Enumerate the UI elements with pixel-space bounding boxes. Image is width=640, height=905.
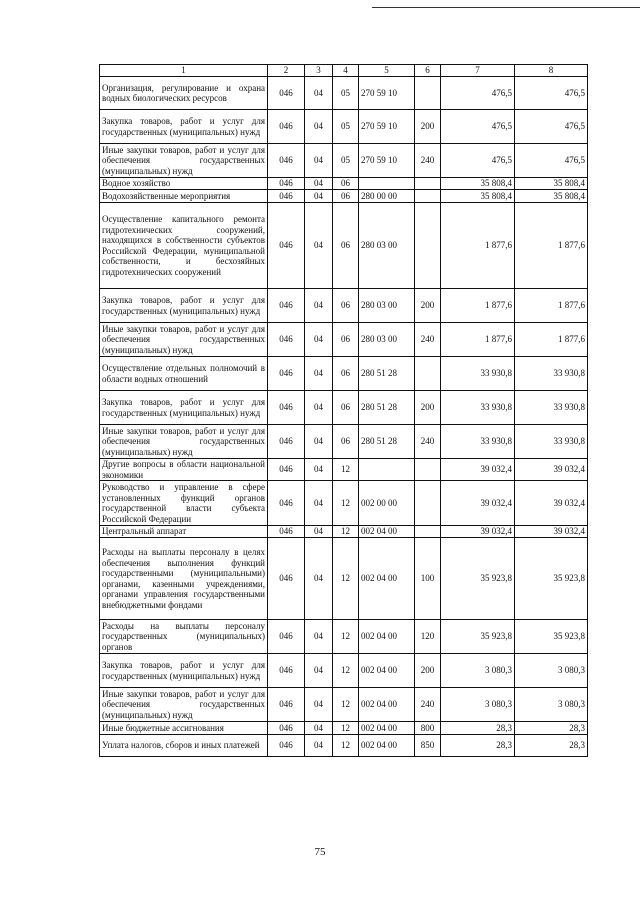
cell-name: Организация, регулирование и охрана водных биологических ресурсов <box>100 77 268 110</box>
cell-rz: 04 <box>305 391 333 425</box>
cell-name: Уплата налогов, сборов и иных платежей <box>100 735 268 757</box>
cell-ved: 046 <box>268 459 305 481</box>
cell-pr: 06 <box>333 391 359 425</box>
cell-pr: 12 <box>333 735 359 757</box>
cell-sum1: 28,3 <box>441 735 515 757</box>
cell-ved: 046 <box>268 620 305 654</box>
header-cell: 2 <box>268 65 305 77</box>
cell-sum1: 28,3 <box>441 722 515 735</box>
cell-vr: 200 <box>415 654 441 688</box>
table-row <box>100 620 588 654</box>
table-row <box>100 289 588 323</box>
cell-sum1: 3 080,3 <box>441 654 515 688</box>
cell-csr: 280 00 00 <box>359 190 415 203</box>
cell-csr: 002 04 00 <box>359 735 415 757</box>
table-body <box>100 65 588 757</box>
cell-sum2: 39 032,4 <box>515 526 588 538</box>
cell-pr: 12 <box>333 654 359 688</box>
cell-rz: 04 <box>305 722 333 735</box>
cell-csr: 002 04 00 <box>359 722 415 735</box>
cell-rz: 04 <box>305 459 333 481</box>
cell-sum1: 35 923,8 <box>441 620 515 654</box>
cell-vr: 240 <box>415 688 441 722</box>
cell-sum2: 35 808,4 <box>515 178 588 190</box>
cell-vr <box>415 190 441 203</box>
cell-sum2: 476,5 <box>515 77 588 110</box>
cell-rz: 04 <box>305 110 333 144</box>
cell-csr: 002 04 00 <box>359 620 415 654</box>
cell-name: Водное хозяйство <box>100 178 268 190</box>
cell-name: Иные закупки товаров, работ и услуг для обеспечения государственных (муниципальных) нужд <box>100 688 268 722</box>
table-row <box>100 77 588 110</box>
cell-name: Другие вопросы в области национальной экономики <box>100 459 268 481</box>
cell-ved: 046 <box>268 481 305 526</box>
cell-vr: 120 <box>415 620 441 654</box>
cell-name: Закупка товаров, работ и услуг для государственных (муниципальных) нужд <box>100 654 268 688</box>
cell-name: Центральный аппарат <box>100 526 268 538</box>
cell-csr: 002 00 00 <box>359 481 415 526</box>
cell-sum2: 39 032,4 <box>515 459 588 481</box>
cell-name: Закупка товаров, работ и услуг для государственных (муниципальных) нужд <box>100 289 268 323</box>
cell-sum1: 33 930,8 <box>441 391 515 425</box>
cell-rz: 04 <box>305 688 333 722</box>
cell-ved: 046 <box>268 735 305 757</box>
cell-sum2: 3 080,3 <box>515 688 588 722</box>
cell-ved: 046 <box>268 144 305 178</box>
cell-pr: 12 <box>333 538 359 620</box>
header-row <box>100 65 588 77</box>
cell-vr: 240 <box>415 144 441 178</box>
cell-vr <box>415 178 441 190</box>
cell-rz: 04 <box>305 190 333 203</box>
cell-ved: 046 <box>268 289 305 323</box>
table-row <box>100 144 588 178</box>
cell-name: Иные закупки товаров, работ и услуг для обеспечения государственных (муниципальных) нужд <box>100 144 268 178</box>
cell-vr <box>415 526 441 538</box>
cell-pr: 12 <box>333 688 359 722</box>
cell-sum1: 35 808,4 <box>441 178 515 190</box>
cell-sum2: 35 923,8 <box>515 620 588 654</box>
cell-rz: 04 <box>305 526 333 538</box>
cell-csr: 270 59 10 <box>359 144 415 178</box>
cell-ved: 046 <box>268 722 305 735</box>
cell-name: Закупка товаров, работ и услуг для государственных (муниципальных) нужд <box>100 391 268 425</box>
cell-ved: 046 <box>268 654 305 688</box>
cell-rz: 04 <box>305 144 333 178</box>
cell-rz: 04 <box>305 538 333 620</box>
cell-ved: 046 <box>268 688 305 722</box>
cell-ved: 046 <box>268 391 305 425</box>
table-row <box>100 203 588 289</box>
table-row <box>100 110 588 144</box>
header-cell: 6 <box>415 65 441 77</box>
cell-pr: 06 <box>333 323 359 357</box>
cell-ved: 046 <box>268 323 305 357</box>
cell-ved: 046 <box>268 190 305 203</box>
cell-sum1: 476,5 <box>441 144 515 178</box>
cell-sum2: 476,5 <box>515 110 588 144</box>
cell-ved: 046 <box>268 538 305 620</box>
table-row <box>100 688 588 722</box>
cell-sum2: 35 923,8 <box>515 538 588 620</box>
cell-sum2: 28,3 <box>515 735 588 757</box>
cell-name: Осуществление отдельных полномочий в области водных отношений <box>100 357 268 391</box>
cell-csr: 002 04 00 <box>359 654 415 688</box>
cell-name: Закупка товаров, работ и услуг для государственных (муниципальных) нужд <box>100 110 268 144</box>
cell-rz: 04 <box>305 425 333 459</box>
cell-rz: 04 <box>305 323 333 357</box>
cell-vr: 200 <box>415 110 441 144</box>
cell-vr <box>415 203 441 289</box>
cell-sum1: 476,5 <box>441 110 515 144</box>
table-row <box>100 538 588 620</box>
header-cell: 3 <box>305 65 333 77</box>
cell-sum2: 28,3 <box>515 722 588 735</box>
cell-rz: 04 <box>305 357 333 391</box>
header-cell: 8 <box>515 65 588 77</box>
cell-name: Иные закупки товаров, работ и услуг для обеспечения государственных (муниципальных) нужд <box>100 425 268 459</box>
cell-sum2: 1 877,6 <box>515 203 588 289</box>
header-cell: 5 <box>359 65 415 77</box>
cell-sum2: 33 930,8 <box>515 425 588 459</box>
cell-csr: 280 03 00 <box>359 323 415 357</box>
cell-sum2: 3 080,3 <box>515 654 588 688</box>
cell-csr <box>359 459 415 481</box>
cell-rz: 04 <box>305 620 333 654</box>
cell-csr: 002 04 00 <box>359 526 415 538</box>
cell-pr: 05 <box>333 144 359 178</box>
cell-vr: 100 <box>415 538 441 620</box>
cell-csr: 280 03 00 <box>359 203 415 289</box>
cell-csr: 270 59 10 <box>359 77 415 110</box>
table-row <box>100 459 588 481</box>
cell-vr: 200 <box>415 391 441 425</box>
cell-name: Руководство и управление в сфере установленных функций органов государственной власти субъекта Российской Федерации <box>100 481 268 526</box>
page-number: 75 <box>314 846 326 858</box>
cell-ved: 046 <box>268 77 305 110</box>
cell-rz: 04 <box>305 481 333 526</box>
top-rule <box>372 7 640 8</box>
table-row <box>100 357 588 391</box>
table-row <box>100 735 588 757</box>
cell-sum2: 1 877,6 <box>515 289 588 323</box>
cell-sum2: 35 808,4 <box>515 190 588 203</box>
budget-table <box>99 64 588 757</box>
cell-name: Расходы на выплаты персоналу государственных (муниципальных) органов <box>100 620 268 654</box>
table-row <box>100 526 588 538</box>
cell-csr: 280 51 28 <box>359 425 415 459</box>
cell-name: Водохозяйственные мероприятия <box>100 190 268 203</box>
cell-sum1: 1 877,6 <box>441 203 515 289</box>
cell-vr <box>415 459 441 481</box>
cell-rz: 04 <box>305 77 333 110</box>
cell-ved: 046 <box>268 203 305 289</box>
table-row <box>100 425 588 459</box>
cell-rz: 04 <box>305 203 333 289</box>
cell-csr: 280 51 28 <box>359 357 415 391</box>
table-row <box>100 391 588 425</box>
cell-sum1: 476,5 <box>441 77 515 110</box>
cell-sum1: 35 808,4 <box>441 190 515 203</box>
cell-pr: 06 <box>333 190 359 203</box>
cell-vr: 800 <box>415 722 441 735</box>
cell-pr: 06 <box>333 357 359 391</box>
cell-vr <box>415 481 441 526</box>
cell-vr: 200 <box>415 289 441 323</box>
cell-sum1: 33 930,8 <box>441 425 515 459</box>
cell-name: Иные закупки товаров, работ и услуг для обеспечения государственных (муниципальных) нужд <box>100 323 268 357</box>
cell-rz: 04 <box>305 735 333 757</box>
cell-sum1: 39 032,4 <box>441 459 515 481</box>
cell-sum1: 35 923,8 <box>441 538 515 620</box>
cell-rz: 04 <box>305 654 333 688</box>
cell-sum2: 33 930,8 <box>515 391 588 425</box>
cell-ved: 046 <box>268 357 305 391</box>
cell-pr: 06 <box>333 178 359 190</box>
cell-sum2: 33 930,8 <box>515 357 588 391</box>
cell-sum1: 39 032,4 <box>441 526 515 538</box>
cell-csr: 002 04 00 <box>359 688 415 722</box>
cell-csr: 280 51 28 <box>359 391 415 425</box>
cell-csr: 280 03 00 <box>359 289 415 323</box>
cell-pr: 06 <box>333 203 359 289</box>
table-row <box>100 323 588 357</box>
cell-pr: 05 <box>333 110 359 144</box>
table-row <box>100 178 588 190</box>
cell-rz: 04 <box>305 178 333 190</box>
cell-sum1: 1 877,6 <box>441 323 515 357</box>
cell-sum2: 476,5 <box>515 144 588 178</box>
cell-sum2: 1 877,6 <box>515 323 588 357</box>
cell-csr: 002 04 00 <box>359 538 415 620</box>
cell-rz: 04 <box>305 289 333 323</box>
cell-name: Иные бюджетные ассигнования <box>100 722 268 735</box>
cell-pr: 12 <box>333 722 359 735</box>
cell-ved: 046 <box>268 178 305 190</box>
cell-pr: 12 <box>333 459 359 481</box>
cell-ved: 046 <box>268 425 305 459</box>
cell-sum2: 39 032,4 <box>515 481 588 526</box>
header-cell: 1 <box>100 65 268 77</box>
cell-vr: 850 <box>415 735 441 757</box>
cell-vr: 240 <box>415 323 441 357</box>
table-row <box>100 190 588 203</box>
cell-csr <box>359 178 415 190</box>
cell-pr: 12 <box>333 526 359 538</box>
cell-name: Расходы на выплаты персоналу в целях обеспечения выполнения функций государственными (муниципальными) органами, казенными учреждениями, органами управления государственными внебюджетными фондами <box>100 538 268 620</box>
cell-sum1: 39 032,4 <box>441 481 515 526</box>
cell-sum1: 1 877,6 <box>441 289 515 323</box>
cell-vr <box>415 357 441 391</box>
header-cell: 7 <box>441 65 515 77</box>
cell-pr: 12 <box>333 620 359 654</box>
cell-pr: 05 <box>333 77 359 110</box>
cell-ved: 046 <box>268 526 305 538</box>
table-row <box>100 722 588 735</box>
cell-sum1: 33 930,8 <box>441 357 515 391</box>
cell-name: Осуществление капитального ремонта гидротехнических сооружений, находящихся в собственности субъектов Российской Федерации, муниципальной собственности, и бесхозяйных гидротехнических сооружений <box>100 203 268 289</box>
cell-vr <box>415 77 441 110</box>
cell-csr: 270 59 10 <box>359 110 415 144</box>
cell-sum1: 3 080,3 <box>441 688 515 722</box>
cell-ved: 046 <box>268 110 305 144</box>
table-row <box>100 481 588 526</box>
cell-vr: 240 <box>415 425 441 459</box>
cell-pr: 06 <box>333 289 359 323</box>
table-row <box>100 654 588 688</box>
cell-pr: 12 <box>333 481 359 526</box>
header-cell: 4 <box>333 65 359 77</box>
cell-pr: 06 <box>333 425 359 459</box>
